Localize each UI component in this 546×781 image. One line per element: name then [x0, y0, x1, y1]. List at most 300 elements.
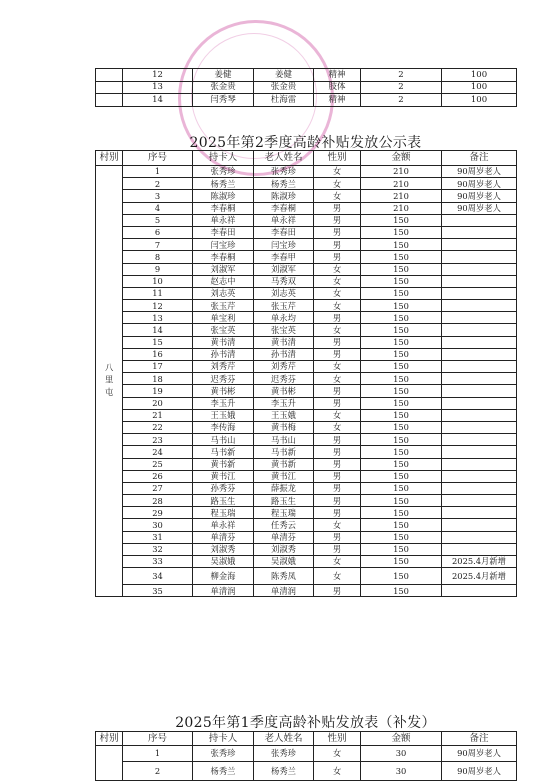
- cell-amount: 150: [361, 214, 442, 226]
- cell-holder: 路玉生: [193, 495, 254, 507]
- cell-amount: 100: [442, 94, 517, 107]
- cell-holder: 姜健: [193, 69, 254, 82]
- cell-note: [442, 434, 517, 446]
- cell-no: 25: [123, 458, 193, 470]
- cell-holder: 王玉娥: [193, 409, 254, 421]
- cell-note: [442, 275, 517, 287]
- cell-no: 34: [123, 568, 193, 585]
- cell-gender: 女: [314, 568, 361, 585]
- cell-amount: 150: [361, 495, 442, 507]
- cell-note: [442, 263, 517, 275]
- cell-note: [442, 373, 517, 385]
- cell-no: 4: [123, 202, 193, 214]
- cell-note: [442, 287, 517, 299]
- cell-gender: 女: [314, 409, 361, 421]
- table-row: [96, 312, 517, 324]
- cell-no: 35: [123, 585, 193, 597]
- table-row: [96, 300, 517, 312]
- cell-name: 杨秀兰: [254, 178, 314, 190]
- cell-note: [442, 482, 517, 494]
- cell-name: 马书山: [254, 434, 314, 446]
- table-row: [96, 226, 517, 238]
- cell-name: 黄书梅: [254, 421, 314, 433]
- header-village: 村别: [96, 732, 123, 746]
- cell-amount: 150: [361, 239, 442, 251]
- cell-note: [442, 495, 517, 507]
- main-table-title: 2025年第2季度高龄补贴发放公示表: [189, 135, 422, 151]
- cell-name: 黄书江: [254, 470, 314, 482]
- cell-amount: 210: [361, 178, 442, 190]
- cell-amount: 150: [361, 507, 442, 519]
- cell-gender: 男: [314, 202, 361, 214]
- cell-note: [442, 543, 517, 555]
- cell-no: 15: [123, 336, 193, 348]
- header-row: [96, 732, 517, 746]
- cell-no: 5: [123, 214, 193, 226]
- cell-no: 18: [123, 373, 193, 385]
- table-row: [96, 762, 517, 781]
- cell-amount: 150: [361, 458, 442, 470]
- cell-amount: 150: [361, 568, 442, 585]
- cell-name: 单永祥: [254, 214, 314, 226]
- cell-holder: 李春田: [193, 226, 254, 238]
- cell-amount: 150: [361, 556, 442, 568]
- cell-note: [442, 409, 517, 421]
- cell-no: 2: [123, 178, 193, 190]
- cell-name: 张玉芹: [254, 300, 314, 312]
- cell-no: 30: [123, 519, 193, 531]
- table-row: [96, 348, 517, 360]
- table-row: [96, 373, 517, 385]
- cell-gender: 男: [314, 585, 361, 597]
- cell-amount: 150: [361, 470, 442, 482]
- cell-amount: 210: [361, 166, 442, 178]
- cell-amount: 100: [442, 69, 517, 82]
- table-row: [96, 458, 517, 470]
- table-row: [96, 214, 517, 226]
- cell-holder: 张秀珍: [193, 746, 254, 762]
- village-cell: [96, 81, 123, 94]
- cell-no: 33: [123, 556, 193, 568]
- cell-note: [442, 446, 517, 458]
- header-village: 村别: [96, 151, 123, 166]
- cell-name: 张宝英: [254, 324, 314, 336]
- village-cell: [96, 94, 123, 107]
- cell-name: 任秀云: [254, 519, 314, 531]
- cell-no: 20: [123, 397, 193, 409]
- table-row: [96, 263, 517, 275]
- cell-holder: 程玉瑞: [193, 507, 254, 519]
- village-cell: 八里屯: [96, 166, 123, 597]
- cell-gender: 男: [314, 348, 361, 360]
- cell-no: 27: [123, 482, 193, 494]
- table-row: [96, 495, 517, 507]
- table-row: [96, 409, 517, 421]
- cell-name: 单永均: [254, 312, 314, 324]
- cell-note: 90周岁老人: [442, 190, 517, 202]
- cell-holder: 陈淑珍: [193, 190, 254, 202]
- table-row: [96, 275, 517, 287]
- cell-note: 90周岁老人: [442, 166, 517, 178]
- elderly-subsidy-table: [95, 150, 517, 597]
- cell-holder: 李传海: [193, 421, 254, 433]
- table-row: [96, 585, 517, 597]
- cell-gender: 男: [314, 397, 361, 409]
- cell-note: [442, 251, 517, 263]
- cell-name: 王玉娥: [254, 409, 314, 421]
- cell-amount: 150: [361, 348, 442, 360]
- header-name: 老人姓名: [254, 732, 314, 746]
- cell-gender: 女: [314, 421, 361, 433]
- cell-amount: 150: [361, 421, 442, 433]
- cell-type: 精神: [314, 69, 361, 82]
- cell-amount: 150: [361, 226, 442, 238]
- cell-amount: 150: [361, 519, 442, 531]
- cell-amount: 150: [361, 300, 442, 312]
- cell-name: 杜海雷: [254, 94, 314, 107]
- cell-gender: 男: [314, 312, 361, 324]
- cell-amount: 150: [361, 397, 442, 409]
- cell-gender: 男: [314, 226, 361, 238]
- header-holder: 持卡人: [193, 151, 254, 166]
- cell-gender: 女: [314, 556, 361, 568]
- cell-no: 6: [123, 226, 193, 238]
- table-row: [96, 421, 517, 433]
- cell-note: 90周岁老人: [442, 178, 517, 190]
- table-row: [96, 166, 517, 178]
- table-row: [96, 470, 517, 482]
- cell-note: 90周岁老人: [442, 762, 517, 781]
- table-row: [96, 434, 517, 446]
- cell-no: 9: [123, 263, 193, 275]
- cell-gender: 男: [314, 336, 361, 348]
- cell-note: [442, 507, 517, 519]
- cell-holder: 刘秀芹: [193, 361, 254, 373]
- table-row: [96, 385, 517, 397]
- cell-no: 14: [123, 94, 193, 107]
- cell-gender: 男: [314, 495, 361, 507]
- cell-no: 23: [123, 434, 193, 446]
- cell-gender: 男: [314, 385, 361, 397]
- cell-amount: 30: [361, 762, 442, 781]
- cell-name: 姜健: [254, 69, 314, 82]
- cell-no: 13: [123, 81, 193, 94]
- cell-gender: 女: [314, 300, 361, 312]
- table-row: [96, 190, 517, 202]
- cell-holder: 单清润: [193, 585, 254, 597]
- header-gender: 性别: [314, 732, 361, 746]
- table-row: [96, 568, 517, 585]
- cell-holder: 刘淑军: [193, 263, 254, 275]
- cell-holder: 黄书清: [193, 336, 254, 348]
- cell-amount: 150: [361, 287, 442, 299]
- cell-holder: 张玉芹: [193, 300, 254, 312]
- cell-gender: 女: [314, 178, 361, 190]
- cell-note: [442, 336, 517, 348]
- cell-holder: 单清芬: [193, 531, 254, 543]
- table-row: [96, 69, 517, 82]
- cell-name: 薛振龙: [254, 482, 314, 494]
- cell-holder: 黄书新: [193, 458, 254, 470]
- supplement-subsidy-table: [95, 731, 517, 781]
- cell-holder: 马书新: [193, 446, 254, 458]
- cell-no: 29: [123, 507, 193, 519]
- cell-name: 路玉生: [254, 495, 314, 507]
- cell-name: 李春田: [254, 226, 314, 238]
- cell-gender: 女: [314, 287, 361, 299]
- cell-amount: 150: [361, 275, 442, 287]
- cell-type: 肢体: [314, 81, 361, 94]
- cell-amount: 210: [361, 190, 442, 202]
- cell-holder: 赵志中: [193, 275, 254, 287]
- table-row: [96, 81, 517, 94]
- table-row: [96, 556, 517, 568]
- header-note: 备注: [442, 732, 517, 746]
- cell-no: 14: [123, 324, 193, 336]
- cell-gender: 男: [314, 434, 361, 446]
- table-row: [96, 482, 517, 494]
- cell-note: [442, 470, 517, 482]
- cell-holder: 黄书彬: [193, 385, 254, 397]
- cell-gender: 男: [314, 458, 361, 470]
- cell-note: [442, 421, 517, 433]
- cell-note: [442, 239, 517, 251]
- cell-amount: 150: [361, 251, 442, 263]
- cell-name: 马秀双: [254, 275, 314, 287]
- cell-gender: 女: [314, 361, 361, 373]
- cell-holder: 杨秀兰: [193, 178, 254, 190]
- cell-holder: 闫秀琴: [193, 94, 254, 107]
- cell-amount: 150: [361, 312, 442, 324]
- header-row: [96, 151, 517, 166]
- cell-no: 22: [123, 421, 193, 433]
- cell-amount: 150: [361, 446, 442, 458]
- cell-amount: 150: [361, 531, 442, 543]
- cell-qty: 2: [361, 94, 442, 107]
- cell-holder: 迟秀芬: [193, 373, 254, 385]
- cell-amount: 150: [361, 361, 442, 373]
- header-gender: 性别: [314, 151, 361, 166]
- cell-note: [442, 348, 517, 360]
- cell-note: [442, 531, 517, 543]
- header-holder: 持卡人: [193, 732, 254, 746]
- cell-amount: 210: [361, 202, 442, 214]
- table-row: [96, 251, 517, 263]
- cell-no: 24: [123, 446, 193, 458]
- cell-holder: 黄书江: [193, 470, 254, 482]
- cell-no: 32: [123, 543, 193, 555]
- cell-amount: 150: [361, 263, 442, 275]
- cell-name: 程玉瑞: [254, 507, 314, 519]
- cell-no: 16: [123, 348, 193, 360]
- cell-name: 迟秀芬: [254, 373, 314, 385]
- cell-note: [442, 397, 517, 409]
- cell-holder: 柳金海: [193, 568, 254, 585]
- cell-gender: 女: [314, 373, 361, 385]
- table-row: [96, 543, 517, 555]
- header-amount: 金额: [361, 732, 442, 746]
- cell-amount: 150: [361, 409, 442, 421]
- table-row: [96, 336, 517, 348]
- cell-name: 张金贵: [254, 81, 314, 94]
- cell-name: 单清芬: [254, 531, 314, 543]
- cell-no: 8: [123, 251, 193, 263]
- cell-note: [442, 324, 517, 336]
- cell-qty: 2: [361, 81, 442, 94]
- cell-note: 2025.4月新增: [442, 568, 517, 585]
- cell-note: [442, 458, 517, 470]
- cell-note: [442, 519, 517, 531]
- cell-amount: 150: [361, 336, 442, 348]
- header-amount: 金额: [361, 151, 442, 166]
- cell-gender: 男: [314, 239, 361, 251]
- cell-name: 刘淑秀: [254, 543, 314, 555]
- cell-amount: 150: [361, 373, 442, 385]
- cell-amount: 150: [361, 324, 442, 336]
- disability-subsidy-table-fragment: [95, 68, 517, 107]
- cell-no: 11: [123, 287, 193, 299]
- cell-name: 黄书新: [254, 458, 314, 470]
- table-row: [96, 94, 517, 107]
- cell-no: 7: [123, 239, 193, 251]
- cell-gender: 男: [314, 507, 361, 519]
- cell-type: 精神: [314, 94, 361, 107]
- cell-name: 杨秀兰: [254, 762, 314, 781]
- cell-name: 黄书清: [254, 336, 314, 348]
- cell-holder: 张秀珍: [193, 166, 254, 178]
- table-row: [96, 178, 517, 190]
- cell-name: 吴淑娥: [254, 556, 314, 568]
- cell-name: 张秀珍: [254, 746, 314, 762]
- cell-name: 陈秀凤: [254, 568, 314, 585]
- cell-no: 21: [123, 409, 193, 421]
- cell-note: 90周岁老人: [442, 202, 517, 214]
- cell-holder: 吴淑娥: [193, 556, 254, 568]
- table-row: [96, 202, 517, 214]
- cell-amount: 30: [361, 746, 442, 762]
- cell-name: 李春桐: [254, 202, 314, 214]
- cell-no: 13: [123, 312, 193, 324]
- cell-gender: 女: [314, 519, 361, 531]
- cell-no: 10: [123, 275, 193, 287]
- cell-name: 孙书清: [254, 348, 314, 360]
- table-row: [96, 746, 517, 762]
- cell-holder: 李春桐: [193, 251, 254, 263]
- table-row: [96, 531, 517, 543]
- cell-name: 刘志英: [254, 287, 314, 299]
- cell-gender: 女: [314, 324, 361, 336]
- cell-name: 张秀珍: [254, 166, 314, 178]
- cell-no: 3: [123, 190, 193, 202]
- cell-no: 26: [123, 470, 193, 482]
- cell-holder: 孙秀芬: [193, 482, 254, 494]
- cell-amount: 100: [442, 81, 517, 94]
- cell-no: 12: [123, 69, 193, 82]
- cell-no: 2: [123, 762, 193, 781]
- cell-amount: 150: [361, 543, 442, 555]
- cell-gender: 男: [314, 446, 361, 458]
- table-row: [96, 287, 517, 299]
- cell-name: 陈淑珍: [254, 190, 314, 202]
- cell-no: 19: [123, 385, 193, 397]
- cell-name: 刘秀芹: [254, 361, 314, 373]
- header-no: 序号: [123, 151, 193, 166]
- header-name: 老人姓名: [254, 151, 314, 166]
- cell-holder: 张金贵: [193, 81, 254, 94]
- cell-no: 28: [123, 495, 193, 507]
- cell-gender: 男: [314, 214, 361, 226]
- cell-holder: 马书山: [193, 434, 254, 446]
- cell-note: [442, 312, 517, 324]
- cell-holder: 杨秀兰: [193, 762, 254, 781]
- cell-gender: 女: [314, 762, 361, 781]
- cell-amount: 150: [361, 385, 442, 397]
- cell-no: 31: [123, 531, 193, 543]
- cell-name: 刘淑军: [254, 263, 314, 275]
- cell-amount: 150: [361, 482, 442, 494]
- cell-gender: 男: [314, 543, 361, 555]
- cell-name: 单清润: [254, 585, 314, 597]
- cell-gender: 男: [314, 482, 361, 494]
- cell-no: 12: [123, 300, 193, 312]
- table-row: [96, 397, 517, 409]
- cell-holder: 李玉升: [193, 397, 254, 409]
- table-row: [96, 361, 517, 373]
- table-row: [96, 519, 517, 531]
- village-cell: [96, 69, 123, 82]
- cell-holder: 单永祥: [193, 519, 254, 531]
- cell-amount: 150: [361, 585, 442, 597]
- cell-gender: 男: [314, 531, 361, 543]
- cell-note: [442, 300, 517, 312]
- cell-gender: 男: [314, 251, 361, 263]
- cell-holder: 孙书清: [193, 348, 254, 360]
- cell-holder: 闫宝珍: [193, 239, 254, 251]
- cell-holder: 李春桐: [193, 202, 254, 214]
- village-cell: [96, 746, 123, 781]
- cell-note: [442, 361, 517, 373]
- table-row: [96, 507, 517, 519]
- header-note: 备注: [442, 151, 517, 166]
- cell-gender: 女: [314, 190, 361, 202]
- supplement-table-title: 2025年第1季度高龄补贴发放表（补发）: [175, 715, 436, 731]
- cell-amount: 150: [361, 434, 442, 446]
- table-row: [96, 446, 517, 458]
- cell-name: 马书新: [254, 446, 314, 458]
- cell-note: [442, 226, 517, 238]
- cell-holder: 单永祥: [193, 214, 254, 226]
- cell-name: 闫宝珍: [254, 239, 314, 251]
- cell-gender: 女: [314, 263, 361, 275]
- cell-note: [442, 385, 517, 397]
- cell-name: 李玉升: [254, 397, 314, 409]
- cell-note: [442, 214, 517, 226]
- table-row: [96, 239, 517, 251]
- cell-name: 黄书彬: [254, 385, 314, 397]
- cell-holder: 张宝英: [193, 324, 254, 336]
- cell-holder: 刘志英: [193, 287, 254, 299]
- cell-gender: 女: [314, 166, 361, 178]
- cell-gender: 男: [314, 470, 361, 482]
- cell-holder: 单宝利: [193, 312, 254, 324]
- cell-name: 李春甲: [254, 251, 314, 263]
- cell-note: 90周岁老人: [442, 746, 517, 762]
- table-row: [96, 324, 517, 336]
- cell-note: [442, 585, 517, 597]
- cell-no: 17: [123, 361, 193, 373]
- cell-note: 2025.4月新增: [442, 556, 517, 568]
- cell-qty: 2: [361, 69, 442, 82]
